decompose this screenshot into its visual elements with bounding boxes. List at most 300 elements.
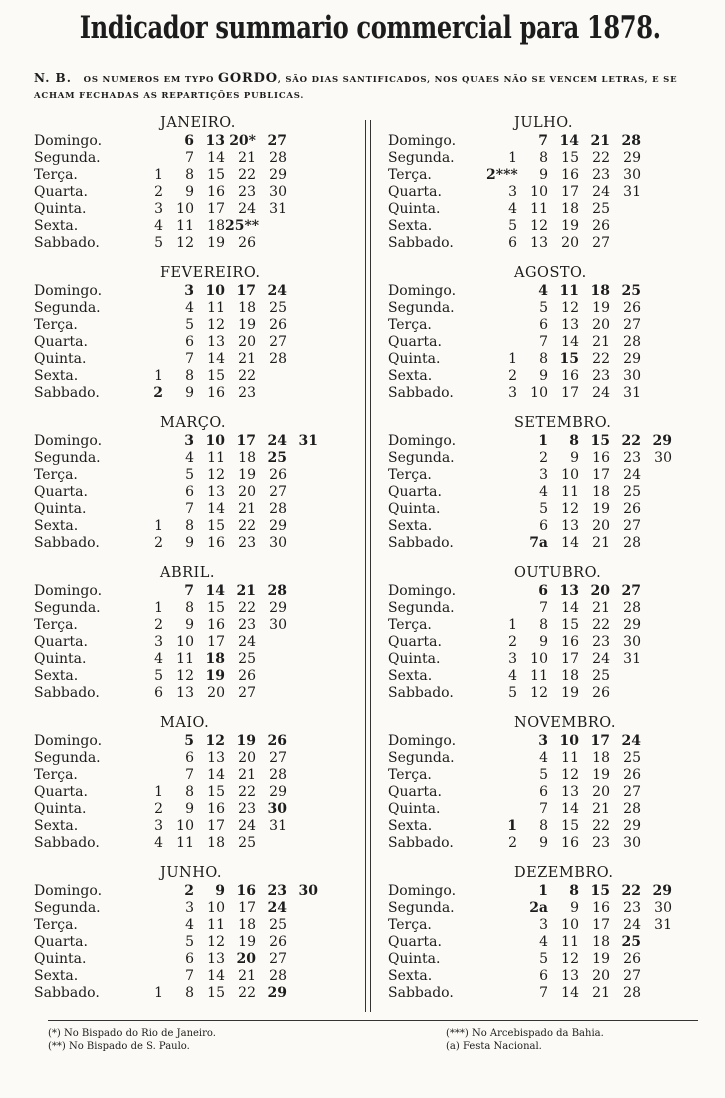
day-cell: 9 — [185, 801, 194, 817]
day-cell: 2 — [154, 535, 163, 551]
week-row — [34, 668, 318, 685]
day-cell: 17 — [592, 917, 610, 933]
day-cell — [132, 433, 163, 450]
month-name: FEVEREIRO. — [160, 265, 261, 281]
day-cell: 17 — [236, 433, 256, 449]
day-cell — [132, 133, 163, 150]
weekday-label: Sexta. — [34, 668, 79, 684]
day-cell: 13 — [561, 968, 579, 984]
weekday-label: Terça. — [34, 617, 78, 633]
day-cell: 27 — [592, 235, 610, 251]
day-cell: 3 — [184, 433, 194, 449]
day-cell: 9 — [185, 617, 194, 633]
weekday-label: Segunda. — [34, 900, 101, 916]
month-name: OUTUBRO. — [514, 565, 602, 581]
left-column — [34, 113, 318, 1013]
day-cell: 19 — [207, 235, 225, 251]
day-cell: 10 — [176, 201, 194, 217]
weekday-label: Quarta. — [388, 634, 442, 650]
day-cell: 27 — [623, 317, 641, 333]
day-cell: 2 — [508, 835, 517, 851]
day-cell: 29 — [269, 600, 287, 616]
day-cell: 22 — [592, 617, 610, 633]
day-cell: 26 — [267, 733, 287, 749]
day-cell: 15 — [561, 150, 579, 166]
weekday-label: Quarta. — [34, 484, 88, 500]
day-cell: 19 — [592, 767, 610, 783]
day-cell — [256, 368, 287, 385]
day-cell: 26 — [269, 467, 287, 483]
day-cell: 10 — [207, 900, 225, 916]
day-cell: 3 — [508, 385, 517, 401]
weekday-label: Quinta. — [388, 951, 441, 967]
day-cell: 14 — [561, 801, 579, 817]
week-row — [34, 467, 318, 484]
day-cell: 24 — [267, 433, 287, 449]
day-cell — [132, 900, 163, 917]
weekday-label: Terça. — [34, 917, 78, 933]
month-block — [388, 113, 672, 263]
week-row — [388, 184, 672, 201]
month-name: NOVEMBRO. — [514, 715, 616, 731]
day-cell: 16 — [592, 450, 610, 466]
day-cell: 24 — [238, 818, 256, 834]
day-cell: 19 — [238, 934, 256, 950]
weekday-label: Segunda. — [388, 150, 455, 166]
weekday-label: Sexta. — [388, 518, 433, 534]
week-row — [34, 385, 318, 402]
day-cell: 27 — [623, 784, 641, 800]
day-cell: 12 — [207, 467, 225, 483]
week-row — [388, 218, 672, 235]
day-cell: 26 — [238, 235, 256, 251]
weekday-label: Quarta. — [388, 484, 442, 500]
day-cell: 11 — [530, 201, 548, 217]
day-cell — [486, 583, 517, 600]
week-row — [388, 150, 672, 167]
day-cell: 7a — [529, 535, 548, 551]
day-cell: 29 — [267, 985, 287, 1001]
week-row — [388, 968, 672, 985]
month-name: SETEMBRO. — [514, 415, 612, 431]
week-row — [34, 767, 318, 784]
day-cell — [486, 317, 517, 334]
week-row — [388, 334, 672, 351]
day-cell — [132, 317, 163, 334]
day-cell: 16 — [592, 900, 610, 916]
day-cell: 19 — [236, 733, 256, 749]
week-row — [388, 668, 672, 685]
day-cell: 9 — [185, 385, 194, 401]
week-row — [34, 634, 318, 651]
week-row — [34, 133, 318, 150]
weekday-label: Quinta. — [34, 501, 87, 517]
week-row — [34, 617, 318, 634]
day-cell: 5 — [508, 218, 517, 234]
weekday-label: Segunda. — [34, 600, 101, 616]
day-cell — [256, 385, 287, 402]
day-cell: 27 — [269, 484, 287, 500]
day-cell — [610, 235, 641, 252]
day-cell: 18 — [238, 300, 256, 316]
day-cell: 4 — [539, 934, 548, 950]
day-cell: 13 — [530, 235, 548, 251]
day-cell: 5 — [508, 685, 517, 701]
day-cell — [132, 501, 163, 518]
day-cell: 10 — [530, 385, 548, 401]
week-row — [388, 900, 672, 917]
day-cell: 17 — [207, 201, 225, 217]
day-cell: 28 — [267, 583, 287, 599]
day-cell: 23 — [623, 900, 641, 916]
day-cell: 31 — [623, 385, 641, 401]
day-cell — [256, 218, 287, 235]
weekday-label: Terça. — [34, 767, 78, 783]
day-cell: 30 — [654, 450, 672, 466]
weekday-label: Quarta. — [388, 184, 442, 200]
day-cell: 1 — [508, 351, 517, 367]
weekday-label: Quinta. — [388, 501, 441, 517]
day-cell: 9 — [215, 883, 225, 899]
day-cell — [486, 968, 517, 985]
day-cell: 3 — [508, 651, 517, 667]
month-block — [388, 863, 672, 1013]
day-cell: 18 — [561, 201, 579, 217]
day-cell: 8 — [539, 150, 548, 166]
day-cell: 28 — [623, 535, 641, 551]
weekday-label: Terça. — [34, 317, 78, 333]
day-cell — [132, 583, 163, 600]
week-row — [388, 501, 672, 518]
week-row — [388, 917, 672, 934]
day-cell: 28 — [269, 767, 287, 783]
day-cell: 6 — [539, 518, 548, 534]
day-cell: 23 — [238, 385, 256, 401]
weekday-label: Domingo. — [388, 583, 457, 599]
week-row — [34, 968, 318, 985]
day-cell: 11 — [176, 651, 194, 667]
day-cell: 20 — [590, 583, 610, 599]
week-row — [388, 583, 672, 600]
day-cell: 11 — [559, 283, 579, 299]
day-cell: 17 — [561, 651, 579, 667]
day-cell: 22 — [621, 883, 641, 899]
weekday-label: Domingo. — [388, 883, 457, 899]
day-cell: 10 — [559, 733, 579, 749]
week-row — [388, 733, 672, 750]
day-cell — [256, 668, 287, 685]
day-cell: 28 — [269, 351, 287, 367]
week-row — [34, 985, 318, 1002]
day-cell: 13 — [561, 784, 579, 800]
day-cell: 3 — [508, 184, 517, 200]
weekday-label: Terça. — [388, 767, 432, 783]
day-cell: 23 — [592, 835, 610, 851]
day-cell: 27 — [623, 518, 641, 534]
day-cell: 24 — [592, 385, 610, 401]
day-cell: 7 — [185, 150, 194, 166]
day-cell: 16 — [561, 368, 579, 384]
day-cell — [132, 934, 163, 951]
month-block — [388, 263, 672, 413]
weekday-label: Sabbado. — [34, 385, 100, 401]
day-cell — [486, 334, 517, 351]
day-cell: 5 — [185, 934, 194, 950]
day-cell: 8 — [185, 784, 194, 800]
day-cell: 12 — [176, 235, 194, 251]
week-row — [388, 433, 672, 450]
day-cell: 23 — [238, 801, 256, 817]
day-cell — [486, 600, 517, 617]
day-cell: 11 — [207, 450, 225, 466]
day-cell: 10 — [176, 634, 194, 650]
weekday-label: Quarta. — [34, 334, 88, 350]
weekday-label: Sexta. — [34, 818, 79, 834]
day-cell: 25 — [621, 934, 641, 950]
day-cell: 9 — [570, 900, 579, 916]
day-cell: 13 — [176, 685, 194, 701]
day-cell: 24 — [623, 917, 641, 933]
day-cell: 1 — [154, 784, 163, 800]
weekday-label: Sabbado. — [388, 235, 454, 251]
weekday-label: Sexta. — [34, 218, 79, 234]
weekday-label: Sabbado. — [34, 235, 100, 251]
day-cell: 2 — [153, 385, 163, 401]
day-cell: 4 — [508, 201, 517, 217]
day-cell — [132, 467, 163, 484]
day-cell: 31 — [269, 818, 287, 834]
day-cell: 5 — [184, 733, 194, 749]
day-cell: 2a — [529, 900, 548, 916]
day-cell — [610, 218, 641, 235]
day-cell: 15 — [207, 518, 225, 534]
week-row — [34, 317, 318, 334]
day-cell: 23 — [238, 535, 256, 551]
day-cell: 22 — [238, 784, 256, 800]
day-cell: 14 — [561, 535, 579, 551]
weekday-label: Segunda. — [34, 450, 101, 466]
day-cell: 24 — [623, 467, 641, 483]
week-row — [388, 317, 672, 334]
weekday-label: Segunda. — [388, 450, 455, 466]
day-cell — [610, 201, 641, 218]
day-cell: 19 — [238, 467, 256, 483]
week-row — [34, 450, 318, 467]
day-cell: 8 — [185, 985, 194, 1001]
day-cell: 23 — [267, 883, 287, 899]
week-row — [34, 535, 318, 552]
day-cell: 24 — [621, 733, 641, 749]
weekday-label: Sabbado. — [388, 535, 454, 551]
week-row — [388, 201, 672, 218]
day-cell: 9 — [539, 835, 548, 851]
week-row — [388, 385, 672, 402]
day-cell: 21 — [592, 334, 610, 350]
week-row — [34, 685, 318, 702]
day-cell: 6 — [154, 685, 163, 701]
day-cell: 29 — [623, 150, 641, 166]
weekday-label: Sabbado. — [34, 685, 100, 701]
day-cell: 30 — [267, 801, 287, 817]
weekday-label: Sabbado. — [388, 685, 454, 701]
weekday-label: Quinta. — [388, 201, 441, 217]
weekday-label: Quinta. — [388, 651, 441, 667]
day-cell: 17 — [207, 818, 225, 834]
day-cell: 30 — [623, 634, 641, 650]
weekday-label: Quarta. — [34, 934, 88, 950]
day-cell: 26 — [592, 685, 610, 701]
day-cell: 26 — [592, 218, 610, 234]
day-cell: 8 — [185, 600, 194, 616]
day-cell — [132, 750, 163, 767]
weekday-label: Terça. — [388, 617, 432, 633]
right-column — [388, 113, 672, 1013]
weekday-label: Domingo. — [34, 283, 103, 299]
weekday-label: Terça. — [388, 317, 432, 333]
day-cell: 25 — [623, 750, 641, 766]
day-cell — [486, 433, 517, 450]
day-cell: 14 — [559, 133, 579, 149]
day-cell — [132, 968, 163, 985]
day-cell: 6 — [185, 750, 194, 766]
day-cell: 18 — [592, 484, 610, 500]
day-cell: 29 — [623, 617, 641, 633]
day-cell: 6 — [185, 951, 194, 967]
day-cell: 10 — [530, 184, 548, 200]
week-row — [388, 283, 672, 300]
day-cell: 16 — [207, 801, 225, 817]
day-cell: 28 — [621, 133, 641, 149]
day-cell: 29 — [269, 784, 287, 800]
day-cell: 8 — [539, 818, 548, 834]
day-cell: 28 — [623, 334, 641, 350]
weekday-label: Segunda. — [34, 150, 101, 166]
day-cell: 26 — [238, 668, 256, 684]
day-cell — [486, 501, 517, 518]
day-cell: 6 — [184, 133, 194, 149]
day-cell: 1 — [154, 368, 163, 384]
day-cell: 7 — [185, 501, 194, 517]
day-cell: 28 — [623, 985, 641, 1001]
week-row — [388, 883, 672, 900]
day-cell — [256, 835, 287, 852]
day-cell — [486, 951, 517, 968]
day-cell: 24 — [592, 184, 610, 200]
month-block — [34, 713, 318, 863]
day-cell: 4 — [538, 283, 548, 299]
day-cell: 21 — [238, 767, 256, 783]
day-cell: 16 — [561, 634, 579, 650]
day-cell: 15 — [561, 818, 579, 834]
day-cell: 5 — [539, 300, 548, 316]
day-cell: 18 — [592, 750, 610, 766]
weekday-label: Sexta. — [388, 968, 433, 984]
note-gordo: GORDO — [218, 71, 278, 86]
day-cell: 1 — [538, 883, 548, 899]
day-cell: 16 — [561, 835, 579, 851]
day-cell: 3 — [154, 201, 163, 217]
week-row — [388, 951, 672, 968]
weekday-label: Sexta. — [388, 368, 433, 384]
day-cell: 15 — [559, 351, 579, 367]
day-cell: 27 — [269, 750, 287, 766]
day-cell: 4 — [185, 300, 194, 316]
day-cell — [256, 634, 287, 651]
month-block — [388, 413, 672, 563]
week-row — [34, 334, 318, 351]
day-cell: 8 — [569, 883, 579, 899]
day-cell: 24 — [267, 283, 287, 299]
week-row — [34, 167, 318, 184]
day-cell — [486, 801, 517, 818]
day-cell: 20 — [238, 484, 256, 500]
day-cell: 27 — [621, 583, 641, 599]
day-cell: 9 — [539, 368, 548, 384]
day-cell: 25 — [623, 484, 641, 500]
weekday-label: Quinta. — [34, 651, 87, 667]
week-row — [388, 750, 672, 767]
week-row — [34, 951, 318, 968]
day-cell: 13 — [559, 583, 579, 599]
month-block — [388, 713, 672, 863]
month-name: JULHO. — [514, 115, 573, 131]
day-cell: 26 — [623, 300, 641, 316]
day-cell: 6 — [508, 235, 517, 251]
day-cell: 27 — [238, 685, 256, 701]
day-cell — [132, 767, 163, 784]
day-cell — [132, 484, 163, 501]
day-cell: 3 — [184, 283, 194, 299]
day-cell: 25 — [592, 201, 610, 217]
weekday-label: Segunda. — [34, 300, 101, 316]
day-cell: 18 — [207, 218, 225, 234]
day-cell: 12 — [176, 668, 194, 684]
weekday-label: Domingo. — [34, 583, 103, 599]
day-cell: 17 — [592, 467, 610, 483]
day-cell: 10 — [561, 467, 579, 483]
day-cell: 12 — [207, 317, 225, 333]
day-cell: 14 — [561, 985, 579, 1001]
day-cell: 8 — [185, 368, 194, 384]
day-cell: 21 — [236, 583, 256, 599]
day-cell — [486, 733, 517, 750]
day-cell: 28 — [623, 600, 641, 616]
day-cell: 22 — [592, 150, 610, 166]
day-cell: 2 — [508, 634, 517, 650]
week-row — [388, 450, 672, 467]
day-cell: 12 — [205, 733, 225, 749]
day-cell: 22 — [592, 818, 610, 834]
day-cell — [486, 917, 517, 934]
day-cell: 18 — [205, 651, 225, 667]
week-row — [34, 201, 318, 218]
day-cell: 22 — [238, 368, 256, 384]
day-cell: 11 — [561, 750, 579, 766]
page-title: Indicador summario commercial para 1878. — [79, 10, 661, 46]
day-cell: 28 — [623, 801, 641, 817]
day-cell: 27 — [623, 968, 641, 984]
day-cell: 9 — [185, 184, 194, 200]
day-cell: 2 — [184, 883, 194, 899]
day-cell: 30 — [269, 184, 287, 200]
day-cell — [486, 883, 517, 900]
weekday-label: Terça. — [34, 167, 78, 183]
weekday-label: Sabbado. — [388, 385, 454, 401]
day-cell: 20 — [592, 317, 610, 333]
day-cell: 16 — [207, 385, 225, 401]
day-cell: 23 — [238, 617, 256, 633]
day-cell: 21 — [238, 968, 256, 984]
